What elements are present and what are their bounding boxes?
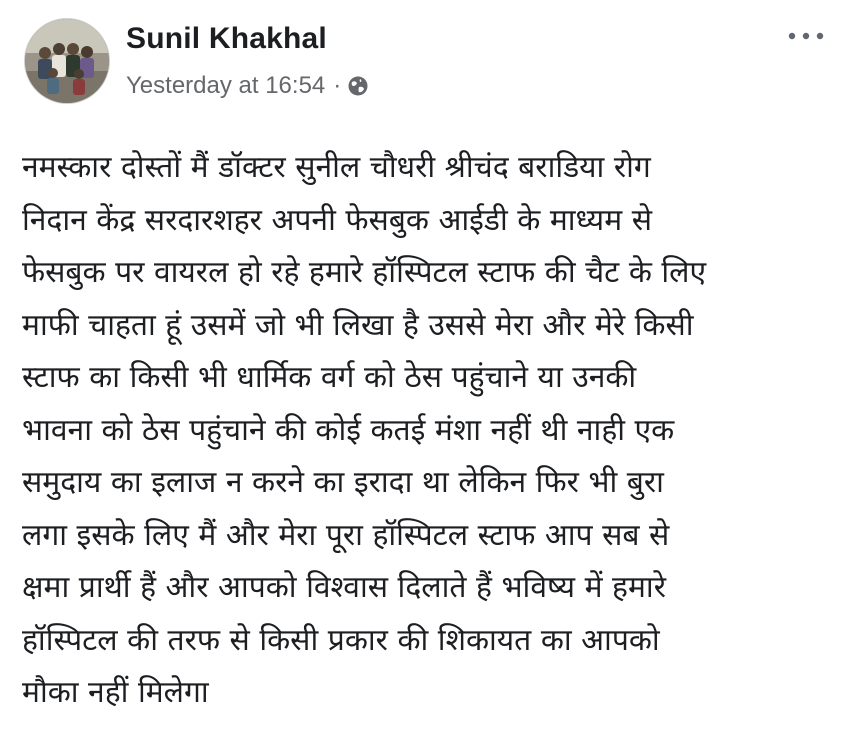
post-timestamp[interactable]: Yesterday at 16:54 (126, 72, 326, 99)
post-text-line: भावना को ठेस पहुंचाने की कोई कतई मंशा नहीं थी नाही एक (22, 412, 675, 448)
post-body (22, 142, 828, 720)
post-text-line: निदान केंद्र सरदारशहर अपनी फेसबुक आईडी के माध्यम से (22, 202, 652, 238)
globe-icon (347, 75, 369, 97)
post-text-line: स्टाफ का किसी भी धार्मिक वर्ग को ठेस पहुंचाने या उनकी (22, 360, 637, 395)
avatar[interactable] (24, 18, 110, 104)
post-text-line: माफी चाहता हूं उसमें जो भी लिखा है उससे मेरा और मेरे किसी (22, 307, 694, 343)
post-text-line: मौका नहीं मिलेगा (22, 675, 209, 710)
author-name[interactable]: Sunil Khakhal (126, 22, 327, 55)
post-header (0, 0, 850, 120)
post-text-line: क्षमा प्रार्थी हैं और आपको विश्वास दिलाते हैं भविष्य में हमारे (22, 570, 666, 605)
post-text-line: लगा इसके लिए मैं और मेरा पूरा हॉस्पिटल स्टाफ आप सब से (22, 517, 670, 553)
post-text-line: हॉस्पिटल की तरफ से किसी प्रकार की शिकायत का आपको (22, 622, 660, 658)
post-text-line: समुदाय का इलाज न करने का इरादा था लेकिन फिर भी बुरा (22, 465, 664, 500)
post-meta (126, 72, 369, 100)
more-options-button[interactable] (784, 24, 828, 48)
post-text-line: फेसबुक पर वायरल हो रहे हमारे हॉस्पिटल स्टाफ की चैट के लिए (22, 255, 707, 290)
post-text-line: नमस्कार दोस्तों मैं डॉक्टर सुनील चौधरी श्रीचंद बराडिया रोग (22, 150, 651, 185)
meta-separator: · (333, 72, 342, 99)
avatar-group-photo (25, 19, 109, 103)
more-options-icon (786, 31, 826, 41)
